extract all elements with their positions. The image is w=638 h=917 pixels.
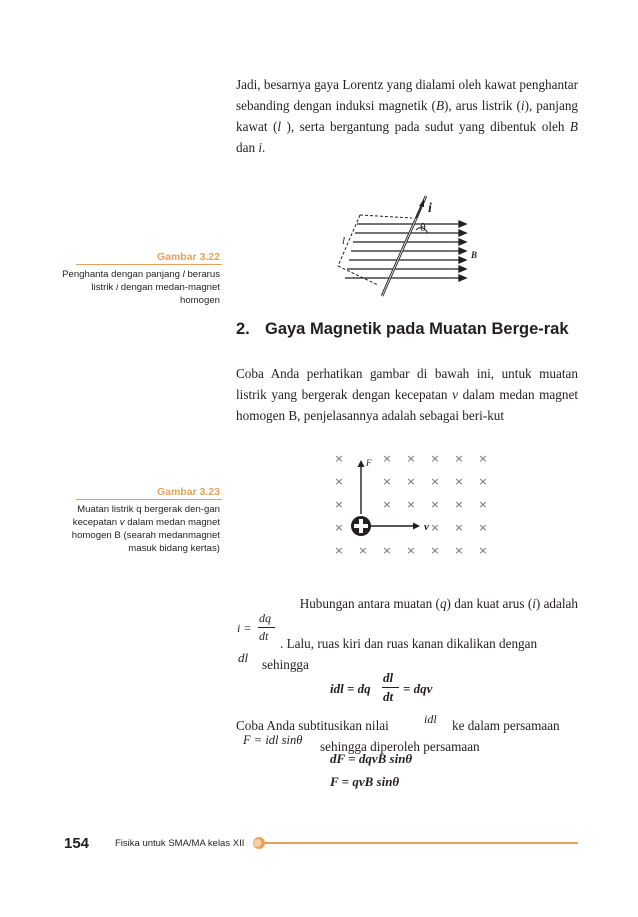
field-cross: × (334, 521, 344, 534)
field-cross: × (406, 452, 416, 465)
footer-rule (262, 842, 578, 844)
section-paragraph: Coba Anda perhatikan gambar di bawah ini, untuk muatan listrik yang bergerak dengan kecepatan v dalam medan magnet homogen B, penjelasannya adalah sebagai beri-kut (236, 366, 578, 423)
section-number: 2. (236, 320, 250, 338)
field-cross: × (430, 544, 440, 557)
eq-current-lhs: i = (237, 621, 252, 635)
field-cross: × (334, 475, 344, 488)
figure-323-caption-text: Muatan listrik q bergerak den-gan kecepatan v dalam medan magnet homogen B (searah medanmagnet masuk bidang kertas) (71, 504, 220, 554)
field-cross: × (406, 475, 416, 488)
force-arrow (358, 460, 365, 514)
field-cross: × (334, 498, 344, 511)
field-lines (345, 221, 466, 281)
field-cross: × (430, 475, 440, 488)
field-line (349, 257, 466, 263)
charge-icon (351, 516, 371, 536)
field-cross: × (430, 498, 440, 511)
eq-current-bar (258, 627, 275, 628)
field-line (351, 248, 466, 254)
field-cross: × (430, 452, 440, 465)
field-cross: × (382, 544, 392, 557)
derivation-line-2: . Lalu, ruas kiri dan ruas kanan dikalikan dengan (280, 636, 538, 651)
magnetic-field-crosses (334, 452, 487, 557)
figure-322-caption-title: Gambar 3.22 (156, 251, 220, 263)
footer-decoration-icon (252, 836, 266, 850)
eq-force-wire: F = idl sinθ (243, 733, 303, 747)
section-title: Gaya Magnetik pada Muatan Berge-rak (265, 320, 569, 338)
eq-idl-num: dl (383, 670, 394, 685)
eq-idl-right: = dqv (403, 681, 433, 696)
field-cross: × (478, 452, 488, 465)
eq-idl-left: idl = dq (330, 681, 371, 696)
field-cross: × (478, 521, 488, 534)
label-theta: θ (420, 220, 426, 234)
derivation-line-5: ke dalam persamaan (452, 718, 560, 733)
field-cross: × (454, 475, 464, 488)
field-cross: × (334, 452, 344, 465)
label-v: v (424, 521, 429, 533)
derivation-line-4: Coba Anda subtitusikan nilai (236, 718, 389, 733)
field-cross: × (454, 544, 464, 557)
eq-dF: dF = dqvB sinθ (330, 751, 413, 766)
field-cross: × (454, 498, 464, 511)
symbol-dl: dl (238, 650, 249, 665)
eq-idl-bar (382, 687, 399, 688)
figure-322-diagram (330, 190, 490, 300)
figure-323-caption-title: Gambar 3.23 (156, 486, 220, 498)
page-number: 154 (64, 835, 90, 852)
field-line (347, 266, 466, 272)
symbol-idl: idl (424, 712, 437, 726)
figure-322-caption-text: Penghanta dengan panjang l berarus listrik i dengan medan-magnet homogen (62, 269, 220, 306)
field-cross: × (478, 475, 488, 488)
label-i: i (428, 201, 432, 216)
field-cross: × (406, 498, 416, 511)
derivation-line-3: sehingga (262, 657, 309, 672)
field-cross: × (358, 544, 368, 557)
eq-idl-den: dt (383, 689, 394, 704)
field-cross: × (478, 544, 488, 557)
eq-current-den: dt (259, 629, 269, 643)
derivation-line-6: sehingga diperoleh persamaan (320, 739, 480, 754)
derivation-line-1: Hubungan antara muatan (q) dan kuat arus (i) adalah (299, 596, 578, 611)
current-arrow (416, 199, 424, 218)
field-cross: × (382, 475, 392, 488)
field-cross: × (382, 452, 392, 465)
eq-current-num: dq (259, 611, 271, 625)
field-cross: × (406, 544, 416, 557)
label-F: F (366, 458, 372, 468)
figure-322-caption-rule (76, 264, 222, 265)
label-l: l (342, 235, 346, 247)
field-cross: × (334, 544, 344, 557)
label-B: B (471, 250, 478, 260)
velocity-arrow (368, 523, 420, 530)
field-cross: × (454, 521, 464, 534)
intro-paragraph: Jadi, besarnya gaya Lorentz yang dialami oleh kawat penghantar sebanding dengan induksi magnetik (B), arus listrik (i), panjang kawat (l ), serta bergantung pada sudut yang dibentuk oleh B dan i. (236, 77, 579, 155)
eq-F: F = qvB sinθ (330, 774, 400, 789)
field-cross: × (382, 498, 392, 511)
book-title: Fisika untuk SMA/MA kelas XII (115, 838, 245, 849)
field-cross: × (454, 452, 464, 465)
figure-323-caption-rule (76, 499, 222, 500)
field-cross: × (430, 521, 440, 534)
field-line (353, 239, 466, 245)
field-cross: × (478, 498, 488, 511)
figure-323-diagram (328, 444, 498, 562)
